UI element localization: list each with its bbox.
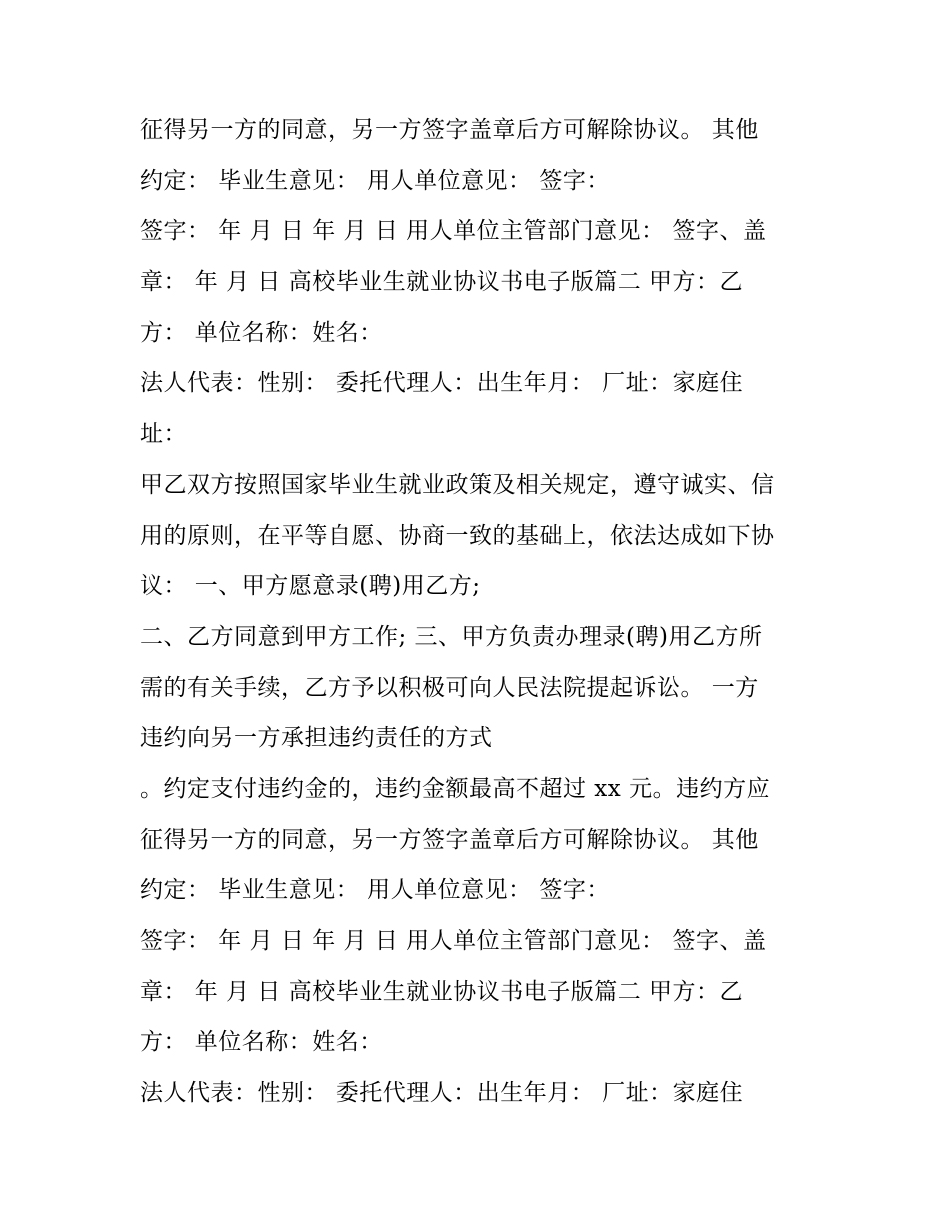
text-line: 签字： 年 月 日 年 月 日 用人单位主管部门意见： 签字、盖 bbox=[140, 218, 767, 244]
text-line: 征得另一方的同意，另一方签字盖章后方可解除协议。 其他 bbox=[140, 117, 759, 143]
text-line: 用的原则，在平等自愿、协商一致的基础上，依法达成如下协 bbox=[140, 523, 775, 549]
text-line: 法人代表：性别： 委托代理人：出生年月： 厂址：家庭住 bbox=[140, 370, 744, 396]
text-line: 章： 年 月 日 高校毕业生就业协议书电子版篇二 甲方：乙 bbox=[140, 269, 744, 295]
text-line: 约定： 毕业生意见： 用人单位意见： 签字： bbox=[140, 168, 610, 194]
text-line: 甲乙双方按照国家毕业生就业政策及相关规定，遵守诚实、信 bbox=[140, 472, 775, 498]
text-line: 需的有关手续，乙方予以积极可向人民法院提起诉讼。 一方 bbox=[140, 675, 759, 701]
text-line: 方： 单位名称：姓名： bbox=[140, 320, 383, 346]
text-line: 征得另一方的同意，另一方签字盖章后方可解除协议。 其他 bbox=[140, 827, 759, 853]
text-line: 章： 年 月 日 高校毕业生就业协议书电子版篇二 甲方：乙 bbox=[140, 979, 744, 1005]
text-line: 议： 一、甲方愿意录(聘)用乙方; bbox=[140, 573, 481, 599]
text-line: 二、乙方同意到甲方工作; 三、甲方负责办理录(聘)用乙方所 bbox=[140, 624, 763, 650]
text-line: 违约向另一方承担违约责任的方式 bbox=[140, 725, 493, 751]
text-line: 约定： 毕业生意见： 用人单位意见： 签字： bbox=[140, 877, 610, 903]
text-line: 址： bbox=[140, 421, 187, 447]
text-line: 签字： 年 月 日 年 月 日 用人单位主管部门意见： 签字、盖 bbox=[140, 928, 767, 954]
text-line: 法人代表：性别： 委托代理人：出生年月： 厂址：家庭住 bbox=[140, 1080, 744, 1106]
text-line: 。约定支付违约金的，违约金额最高不超过 xx 元。违约方应 bbox=[140, 776, 771, 802]
text-line: 方： 单位名称：姓名： bbox=[140, 1029, 383, 1055]
